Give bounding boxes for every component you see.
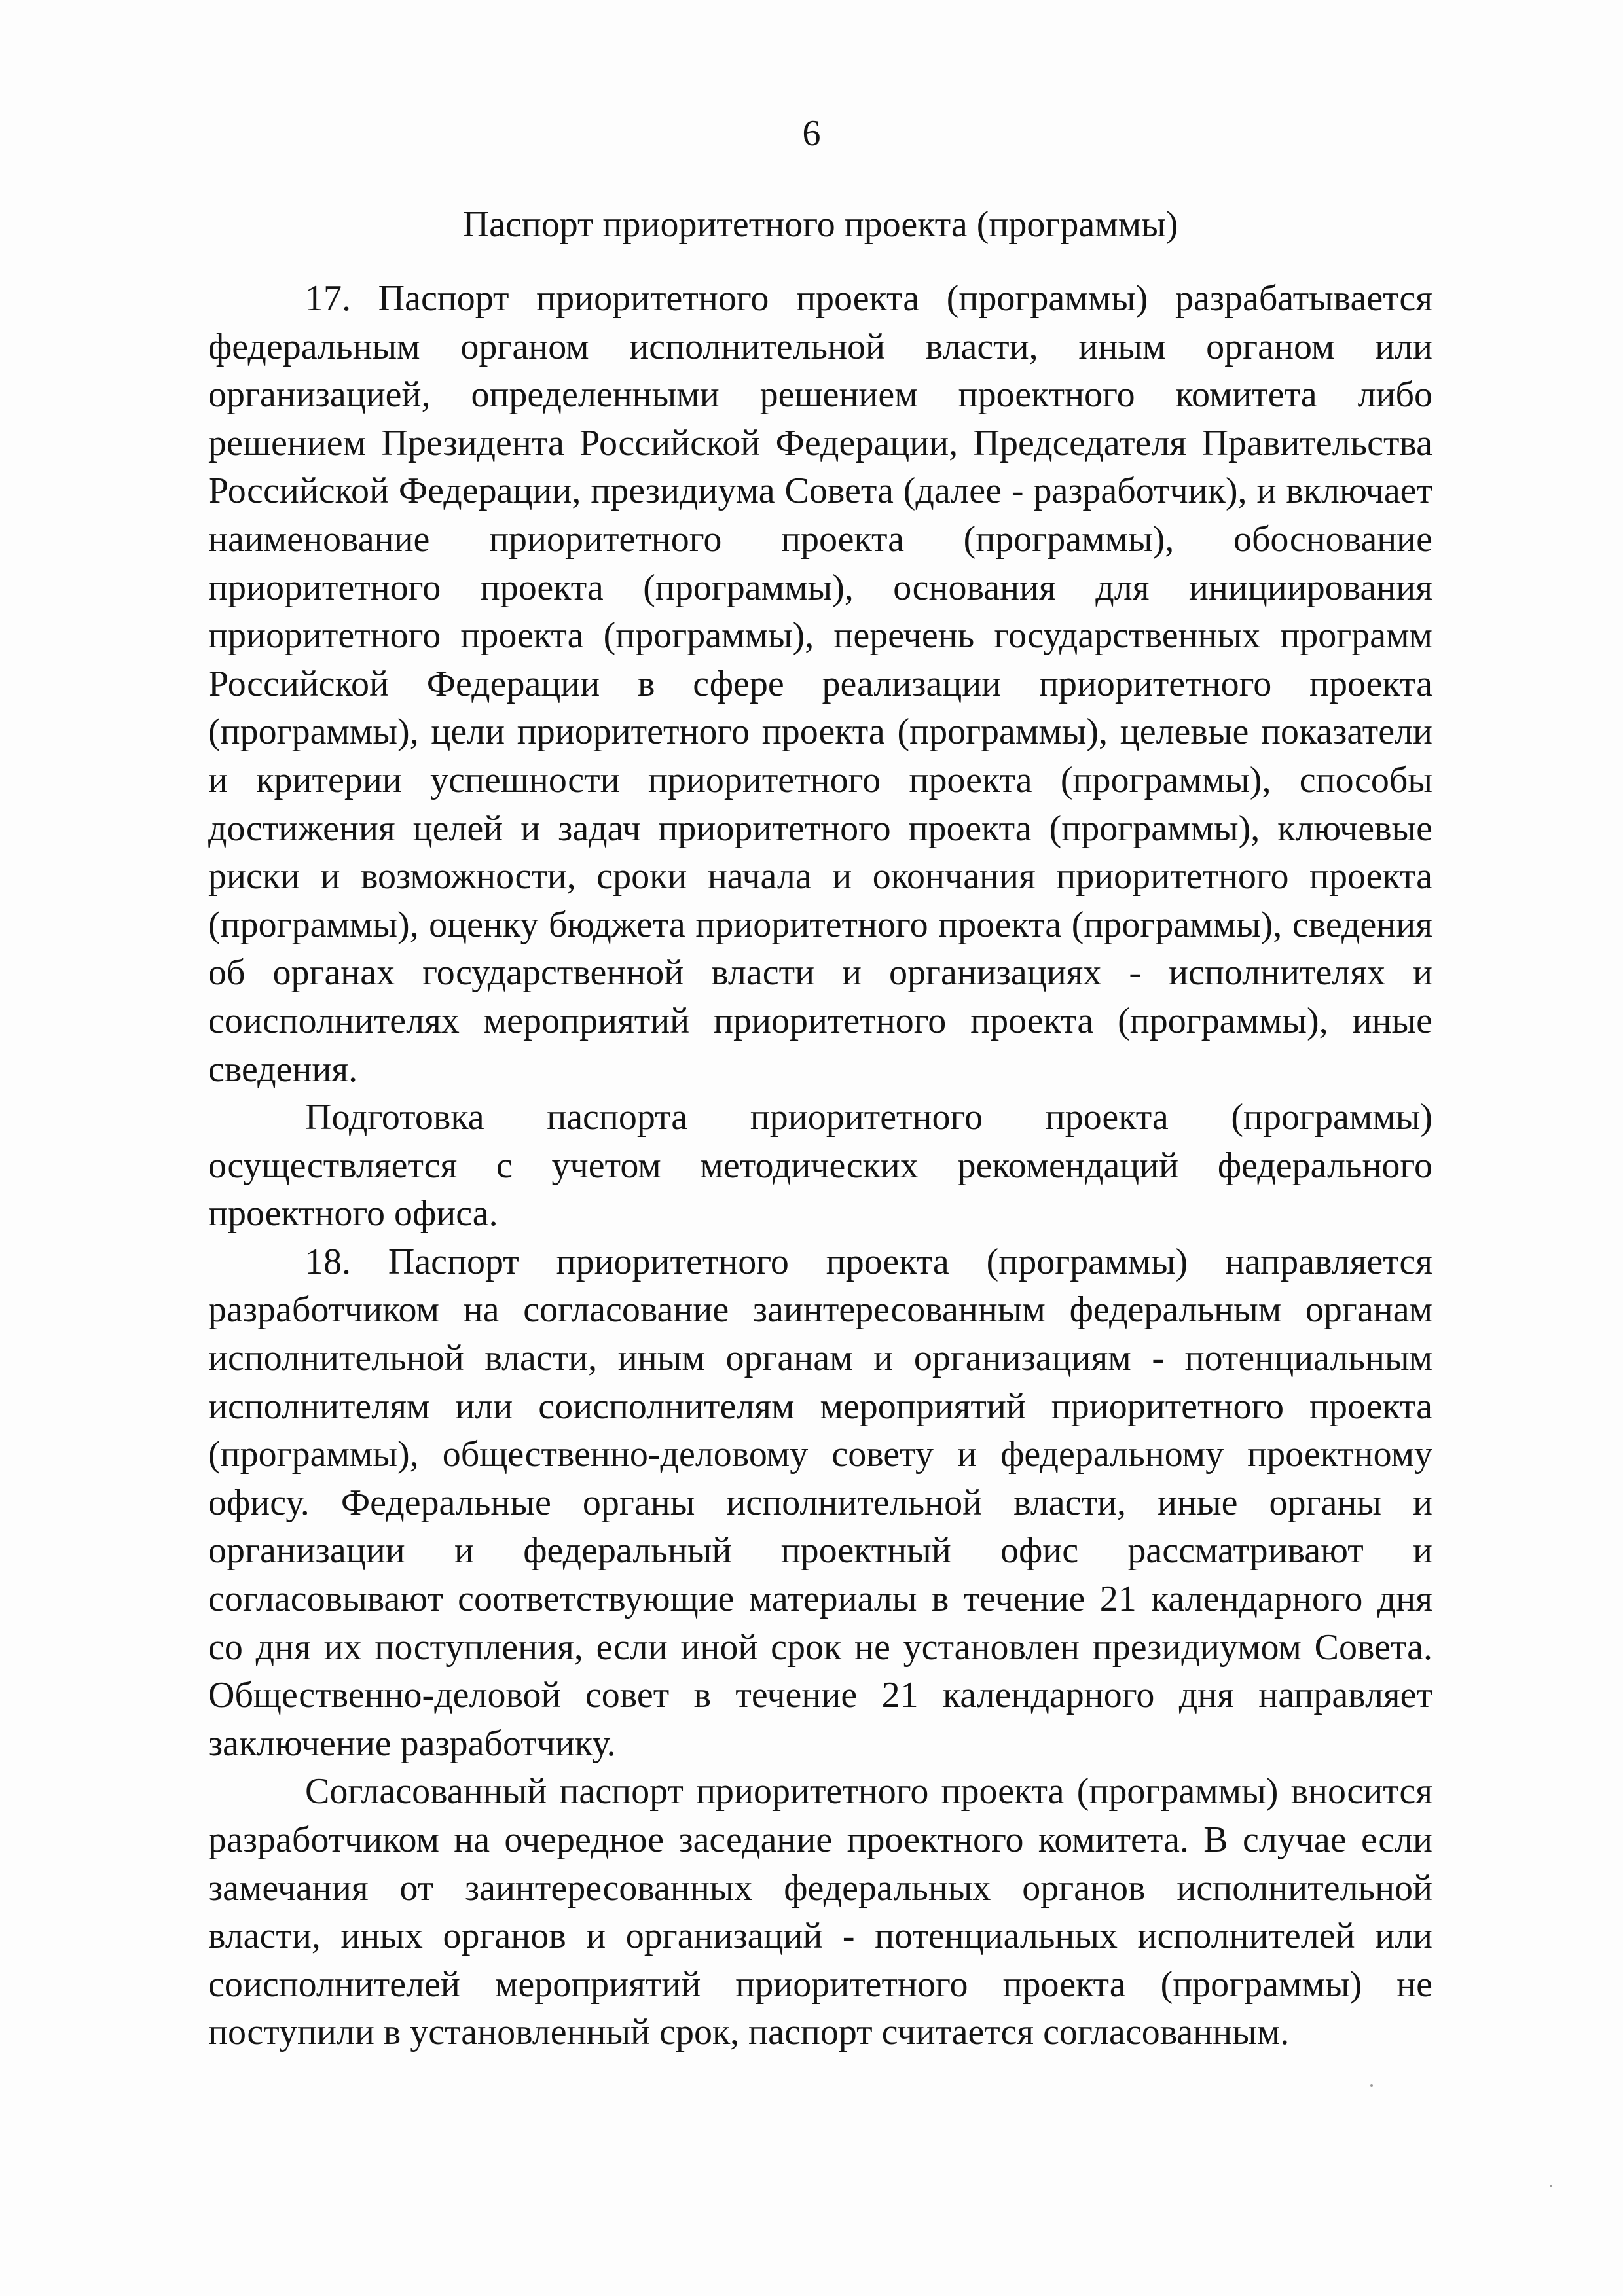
page-number: 6 <box>802 113 821 154</box>
paragraph-agreed-passport: Согласованный паспорт приоритетного проекта (программы) вносится разработчиком на очередное заседание проектного комитета. В случае если замечания от заинтересованных федеральных органов исполнительной власти, иных органов и организаций - потенциальных исполнителей или соисполнителей мероприятий приоритетного проекта (программы) не поступили в установленный срок, паспорт считается согласованным. <box>208 1771 1432 2053</box>
section-title: Паспорт приоритетного проекта (программы) <box>462 204 1178 245</box>
paragraph-passport-preparation: Подготовка паспорта приоритетного проекта (программы) осуществляется с учетом методических рекомендаций федерального проектного офиса. <box>208 1097 1432 1234</box>
paragraph-18: 18. Паспорт приоритетного проекта (программы) направляется разработчиком на согласование заинтересованным федеральным органам исполнительной власти, иным органам и организациям - потенциальным исполнителям или соисполнителям мероприятий приоритетного проекта (программы), общественно-деловому совету и федеральному проектному офису. Федеральные органы исполнительной власти, иные органы и организации и федеральный проектный офис рассматривают и согласовывают соответствующие материалы в течение 21 календарного дня со дня их поступления, если иной срок не установлен президиумом Совета. Общественно-деловой совет в течение 21 календарного дня направляет заключение разработчику. <box>208 1241 1432 1764</box>
scan-speck <box>1550 2185 1552 2187</box>
body-text <box>208 275 1432 2057</box>
paragraph-17: 17. Паспорт приоритетного проекта (программы) разрабатывается федеральным органом исполнительной власти, иным органом или организацией, определенными решением проектного комитета либо решением Президента Российской Федерации, Председателя Правительства Российской Федерации, президиума Совета (далее - разработчик), и включает наименование приоритетного проекта (программы), обоснование приоритетного проекта (программы), основания для инициирования приоритетного проекта (программы), перечень государственных программ Российской Федерации в сфере реализации приоритетного проекта (программы), цели приоритетного проекта (программы), целевые показатели и критерии успешности приоритетного проекта (программы), способы достижения целей и задач приоритетного проекта (программы), ключевые риски и возможности, сроки начала и окончания приоритетного проекта (программы), оценку бюджета приоритетного проекта (программы), сведения об органах государственной власти и организациях - исполнителях и соисполнителях мероприятий приоритетного проекта (программы), иные сведения. <box>208 278 1432 1090</box>
scan-speck <box>1370 2084 1373 2087</box>
